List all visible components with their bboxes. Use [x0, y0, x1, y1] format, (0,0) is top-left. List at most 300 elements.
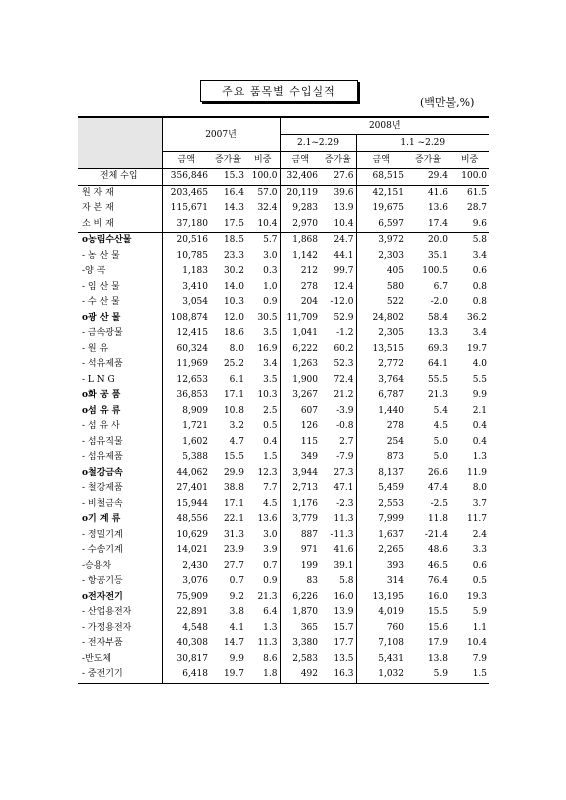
table-row [78, 621, 489, 637]
cell-value: 32.4 [246, 201, 280, 217]
cell-value: 7,999 [378, 514, 404, 524]
cell-value: 17.4 [427, 218, 448, 229]
row-label: - L N G [78, 373, 162, 389]
cell-value: 60.2 [320, 342, 356, 358]
cell-value: 29.4 [406, 169, 450, 186]
cell-value: 1.3 [472, 452, 488, 462]
cell-value: 11.3 [246, 636, 280, 652]
cell-value: -7.9 [320, 450, 356, 466]
cell-value: 20,119 [280, 185, 320, 201]
cell-value: 2,430 [182, 560, 208, 571]
cell-value: 4.1 [229, 622, 244, 633]
cell-value: 6,226 [292, 591, 318, 602]
cell-value: 0.5 [472, 576, 488, 586]
row-label: o화 공 품 [78, 388, 162, 404]
header-2007: 2007년 [162, 117, 280, 152]
cell-value: 25.2 [223, 359, 244, 369]
cell-value: 13.8 [427, 653, 448, 664]
cell-value: 4.7 [229, 436, 244, 447]
cell-value: 278 [386, 421, 404, 431]
cell-value: 27,401 [176, 483, 208, 493]
cell-value: 68,515 [356, 169, 406, 186]
table-row [78, 311, 489, 327]
table-row [78, 435, 489, 451]
table-row [78, 388, 489, 404]
cell-value: 580 [386, 281, 404, 292]
cell-value: 20,516 [162, 233, 210, 249]
row-label: - 임 산 물 [78, 280, 162, 296]
cell-value: 13.6 [427, 203, 448, 213]
cell-value: 6,597 [378, 218, 404, 229]
cell-value: 30,817 [176, 653, 208, 664]
cell-value: 48,556 [176, 514, 208, 524]
cell-value: -2.0 [430, 297, 448, 307]
cell-value: 17.5 [223, 218, 244, 229]
cell-value: 3,944 [292, 467, 318, 478]
cell-value: 0.3 [246, 264, 280, 280]
cell-value: 17.9 [427, 638, 448, 648]
cell-value: 38.8 [223, 483, 244, 493]
cell-value: -2.3 [320, 497, 356, 513]
cell-value: 9,283 [292, 203, 318, 213]
cell-value: 8.6 [246, 652, 280, 668]
cell-value: 1,900 [292, 374, 318, 385]
cell-value: 37,180 [176, 218, 208, 229]
cell-value: 7,108 [378, 638, 404, 648]
row-label: - 중전기기 [78, 667, 162, 683]
cell-value: 26.6 [427, 467, 448, 478]
cell-value: 36,853 [176, 390, 208, 400]
cell-value: 76.4 [427, 576, 448, 586]
cell-value: 254 [386, 436, 404, 447]
row-label: 전체 수입 [78, 169, 162, 186]
cell-value: 4.5 [433, 421, 448, 431]
cell-value: 75,909 [176, 591, 208, 602]
cell-value: 20.0 [406, 233, 450, 249]
cell-value: 6.7 [433, 281, 448, 292]
cell-value: 6.4 [246, 605, 280, 621]
cell-value: 100.0 [450, 169, 489, 186]
cell-value: 6,418 [162, 667, 210, 683]
table-row [78, 636, 489, 652]
table-row [78, 528, 489, 544]
cell-value: 55.5 [427, 374, 448, 385]
cell-value: -0.8 [320, 419, 356, 435]
table-row [78, 264, 489, 280]
cell-value: 3.4 [472, 328, 488, 338]
cell-value: 2,553 [378, 498, 404, 509]
cell-value: 11,709 [286, 312, 318, 323]
row-label: o철강금속 [78, 466, 162, 482]
cell-value: 16.3 [320, 667, 356, 683]
cell-value: 60,324 [176, 343, 208, 354]
header-amount-2007: 금액 [162, 152, 210, 169]
row-label: - 수 산 물 [78, 295, 162, 311]
cell-value: 48.6 [427, 545, 448, 555]
cell-value: 10.3 [223, 297, 244, 307]
table-row [78, 574, 489, 590]
cell-value: 3.0 [246, 528, 280, 544]
table-row [78, 373, 489, 389]
cell-value: 0.4 [472, 436, 488, 447]
cell-value: 100.5 [422, 266, 448, 276]
cell-value: 1,032 [356, 667, 406, 683]
cell-value: 5.0 [433, 452, 448, 462]
cell-value: 22,891 [176, 607, 208, 617]
table-row [78, 404, 489, 420]
cell-value: 3.9 [246, 543, 280, 559]
cell-value: 11.9 [466, 467, 488, 478]
cell-value: 873 [386, 452, 404, 462]
cell-value: 19.3 [466, 591, 488, 602]
cell-value: 212 [300, 266, 318, 276]
cell-value: 5,459 [378, 483, 404, 493]
cell-value: 108,874 [170, 312, 208, 323]
row-label: - 석유제품 [78, 357, 162, 373]
header-growth-p1: 증가율 [320, 152, 356, 169]
cell-value: 4,019 [378, 607, 404, 617]
cell-value: 39.1 [320, 559, 356, 575]
cell-value: 314 [386, 576, 404, 586]
header-growth-2007: 증가율 [210, 152, 246, 169]
cell-value: 35.1 [427, 250, 448, 261]
header-amount-p1: 금액 [291, 155, 309, 165]
cell-value: 64.1 [427, 359, 448, 369]
cell-value: 607 [300, 405, 318, 416]
row-label: -양 곡 [78, 264, 162, 280]
cell-value: 19.7 [466, 343, 488, 354]
cell-value: 12,653 [176, 374, 208, 385]
table-row [78, 280, 489, 296]
row-label: 원 자 재 [78, 185, 162, 201]
cell-value: 2,772 [378, 359, 404, 369]
cell-value: 32,406 [280, 169, 320, 186]
cell-value: 2.7 [320, 435, 356, 451]
row-label: - 가정용전자 [78, 621, 162, 637]
cell-value: 27.6 [320, 169, 356, 186]
cell-value: 12,415 [176, 328, 208, 338]
cell-value: 2,713 [292, 483, 318, 493]
cell-value: -3.9 [320, 404, 356, 420]
cell-value: 5.9 [472, 607, 488, 617]
cell-value: 17.1 [223, 498, 244, 509]
row-label: 자 본 재 [78, 201, 162, 217]
cell-value: 11.3 [320, 512, 356, 528]
cell-value: 28.7 [466, 203, 488, 213]
cell-value: 349 [300, 452, 318, 462]
cell-value: 10.4 [466, 638, 488, 648]
row-label: - 철강제품 [78, 481, 162, 497]
cell-value: 10.4 [320, 217, 356, 233]
cell-value: 15.7 [320, 621, 356, 637]
cell-value: 24.7 [320, 233, 356, 249]
table-row [78, 481, 489, 497]
cell-value: 16.4 [210, 185, 246, 201]
cell-value: 14.0 [223, 281, 244, 292]
cell-value: 41.6 [320, 543, 356, 559]
cell-value: 3,380 [292, 638, 318, 648]
cell-value: 18.5 [210, 233, 246, 249]
cell-value: 13.3 [427, 328, 448, 338]
cell-value: 2.4 [472, 529, 488, 540]
cell-value: 7.9 [472, 653, 488, 664]
cell-value: 1,602 [182, 436, 208, 447]
cell-value: 19,675 [372, 203, 404, 213]
row-label: o전자전기 [78, 590, 162, 606]
cell-value: 40,308 [176, 638, 208, 648]
cell-value: 0.4 [246, 435, 280, 451]
table-row [78, 590, 489, 606]
cell-value: 52.9 [320, 311, 356, 327]
row-label: 소 비 재 [78, 217, 162, 233]
cell-value: 405 [386, 266, 404, 276]
cell-value: 3,267 [292, 390, 318, 400]
cell-value: 1.3 [246, 621, 280, 637]
import-table [78, 116, 489, 684]
cell-value: 2,265 [378, 545, 404, 555]
cell-value: 41.6 [406, 185, 450, 201]
cell-value: 16.9 [246, 342, 280, 358]
cell-value: 6.1 [229, 374, 244, 385]
cell-value: 5.0 [433, 436, 448, 447]
table-row [78, 169, 489, 186]
cell-value: 2.5 [246, 404, 280, 420]
row-label: - 섬유제품 [78, 450, 162, 466]
cell-value: 9.2 [229, 591, 244, 602]
cell-value: 3,972 [356, 233, 406, 249]
cell-value: 5.8 [320, 574, 356, 590]
cell-value: 0.8 [472, 281, 488, 292]
cell-value: 11,969 [176, 359, 208, 369]
table-row [78, 326, 489, 342]
cell-value: 8.0 [472, 483, 488, 493]
cell-value: 12.3 [246, 466, 280, 482]
cell-value: 522 [386, 297, 404, 307]
cell-value: 760 [386, 622, 404, 633]
header-period-1: 2.1~2.29 [280, 135, 356, 152]
cell-value: 15.6 [427, 622, 448, 633]
table-row [78, 249, 489, 265]
cell-value: 971 [300, 545, 318, 555]
cell-value: 21.2 [320, 388, 356, 404]
cell-value: 1,041 [292, 328, 318, 338]
cell-value: 3.4 [472, 250, 488, 261]
cell-value: 52.3 [320, 357, 356, 373]
cell-value: 16.0 [320, 590, 356, 606]
row-label: -반도체 [78, 652, 162, 668]
table-row [78, 543, 489, 559]
cell-value: 13.9 [320, 605, 356, 621]
cell-value: 3.3 [472, 545, 488, 555]
cell-value: 27.7 [223, 560, 244, 571]
row-label: o농림수산물 [78, 233, 162, 249]
cell-value: 2,303 [378, 250, 404, 261]
table-row [78, 419, 489, 435]
cell-value: 100.0 [246, 169, 280, 186]
cell-value: 0.4 [472, 421, 488, 431]
cell-value: 126 [300, 421, 318, 431]
cell-value: 5,388 [182, 452, 208, 462]
row-label: - 정밀기계 [78, 528, 162, 544]
cell-value: 39.6 [320, 185, 356, 201]
row-label: -승용차 [78, 559, 162, 575]
cell-value: 3,779 [292, 514, 318, 524]
cell-value: 10.3 [246, 388, 280, 404]
header-amount-p2: 금액 [372, 155, 390, 165]
cell-value: 8,137 [378, 467, 404, 478]
cell-value: 393 [386, 560, 404, 571]
cell-value: 23.9 [223, 545, 244, 555]
cell-value: 9.9 [472, 390, 488, 400]
row-label: - 전자부품 [78, 636, 162, 652]
cell-value: 13.5 [320, 652, 356, 668]
cell-value: 3.5 [246, 326, 280, 342]
table-row [78, 217, 489, 233]
cell-value: 21.3 [427, 390, 448, 400]
cell-value: 115 [300, 436, 318, 447]
row-label: - 항공기등 [78, 574, 162, 590]
cell-value: 13,195 [372, 591, 404, 602]
cell-value: 278 [300, 281, 318, 292]
cell-value: 4,548 [182, 622, 208, 633]
cell-value: 5.9 [406, 667, 450, 683]
cell-value: 12.4 [320, 280, 356, 296]
table-row [78, 357, 489, 373]
cell-value: 47.4 [427, 483, 448, 493]
table-row [78, 185, 489, 201]
table-row [78, 342, 489, 358]
cell-value: 13,515 [372, 343, 404, 354]
cell-value: 3,410 [182, 281, 208, 292]
row-label: - 섬 유 사 [78, 419, 162, 435]
header-growth-p2: 증가율 [414, 155, 442, 165]
cell-value: 2,583 [292, 653, 318, 664]
cell-value: 1,637 [378, 529, 404, 540]
cell-value: 3.4 [246, 357, 280, 373]
cell-value: 14,021 [176, 545, 208, 555]
cell-value: 23.3 [223, 250, 244, 261]
cell-value: 9.6 [472, 218, 488, 229]
cell-value: 1.0 [246, 280, 280, 296]
cell-value: 0.8 [472, 297, 488, 307]
cell-value: 58.4 [427, 312, 448, 323]
cell-value: 1,440 [378, 405, 404, 416]
table-row [78, 497, 489, 513]
cell-value: -1.2 [320, 326, 356, 342]
cell-value: 15,944 [176, 498, 208, 509]
cell-value: 365 [300, 622, 318, 633]
cell-value: 1.5 [246, 450, 280, 466]
cell-value: 3,054 [182, 297, 208, 307]
header-corner [78, 117, 162, 169]
table-row [78, 667, 489, 683]
cell-value: 44,062 [176, 467, 208, 478]
header-share-2007: 비중 [246, 152, 280, 169]
table-row [78, 295, 489, 311]
table-row [78, 466, 489, 482]
header-2008: 2008년 [280, 117, 489, 135]
table-row [78, 233, 489, 249]
cell-value: 42,151 [356, 185, 406, 201]
cell-value: 356,846 [162, 169, 210, 186]
cell-value: 0.7 [246, 559, 280, 575]
cell-value: 1.8 [246, 667, 280, 683]
cell-value: 31.3 [223, 529, 244, 540]
cell-value: -12.0 [320, 295, 356, 311]
cell-value: 10.8 [223, 405, 244, 416]
table-title: 주요 품목별 수입실적 [200, 80, 358, 102]
row-label: - 산업용전자 [78, 605, 162, 621]
cell-value: 11.8 [427, 514, 448, 524]
cell-value: 4.0 [472, 359, 488, 369]
cell-value: 3,076 [182, 576, 208, 586]
cell-value: 15.3 [210, 169, 246, 186]
table-row [78, 512, 489, 528]
cell-value: -21.4 [424, 529, 448, 540]
cell-value: 203,465 [162, 185, 210, 201]
cell-value: 8.0 [229, 343, 244, 354]
cell-value: 13.6 [246, 512, 280, 528]
cell-value: 9.9 [229, 653, 244, 664]
cell-value: 12.0 [223, 312, 244, 323]
cell-value: 22.1 [223, 514, 244, 524]
cell-value: 14.7 [223, 638, 244, 648]
cell-value: 13.9 [320, 201, 356, 217]
cell-value: 72.4 [320, 373, 356, 389]
cell-value: 1,176 [292, 498, 318, 509]
header-share-p2: 비중 [460, 155, 479, 165]
cell-value: 3,764 [378, 374, 404, 385]
table-row [78, 559, 489, 575]
row-label: - 금속광물 [78, 326, 162, 342]
row-label: - 수송기계 [78, 543, 162, 559]
cell-value: 69.3 [427, 343, 448, 354]
unit-label: (백만불,%) [420, 96, 475, 109]
row-label: o광 산 물 [78, 311, 162, 327]
cell-value: 5.8 [450, 233, 489, 249]
cell-value: 30.5 [246, 311, 280, 327]
cell-value: 83 [306, 576, 318, 586]
cell-value: 0.9 [246, 574, 280, 590]
cell-value: -2.5 [430, 498, 448, 509]
cell-value: 492 [280, 667, 320, 683]
cell-value: 36.2 [466, 312, 488, 323]
cell-value: 15.5 [427, 607, 448, 617]
cell-value: 1,868 [280, 233, 320, 249]
cell-value: 115,671 [170, 203, 208, 213]
cell-value: 57.0 [246, 185, 280, 201]
cell-value: 8,909 [182, 405, 208, 416]
cell-value: 1,870 [292, 607, 318, 617]
cell-value: 1.1 [472, 622, 488, 633]
cell-value: 11.7 [466, 514, 488, 524]
cell-value: 99.7 [320, 264, 356, 280]
cell-value: 3.5 [246, 373, 280, 389]
cell-value: 5,431 [378, 653, 404, 664]
cell-value: 2,305 [378, 328, 404, 338]
cell-value: 1.5 [450, 667, 489, 683]
header-period-2: 1.1 ~2.29 [356, 135, 489, 152]
cell-value: 29.9 [223, 467, 244, 478]
cell-value: 3.8 [229, 607, 244, 617]
cell-value: 10.4 [246, 217, 280, 233]
table-row [78, 201, 489, 217]
table-body [78, 169, 489, 684]
table-row [78, 652, 489, 668]
cell-value: 3.0 [246, 249, 280, 265]
cell-value: 0.6 [472, 266, 488, 276]
cell-value: 1,263 [292, 359, 318, 369]
